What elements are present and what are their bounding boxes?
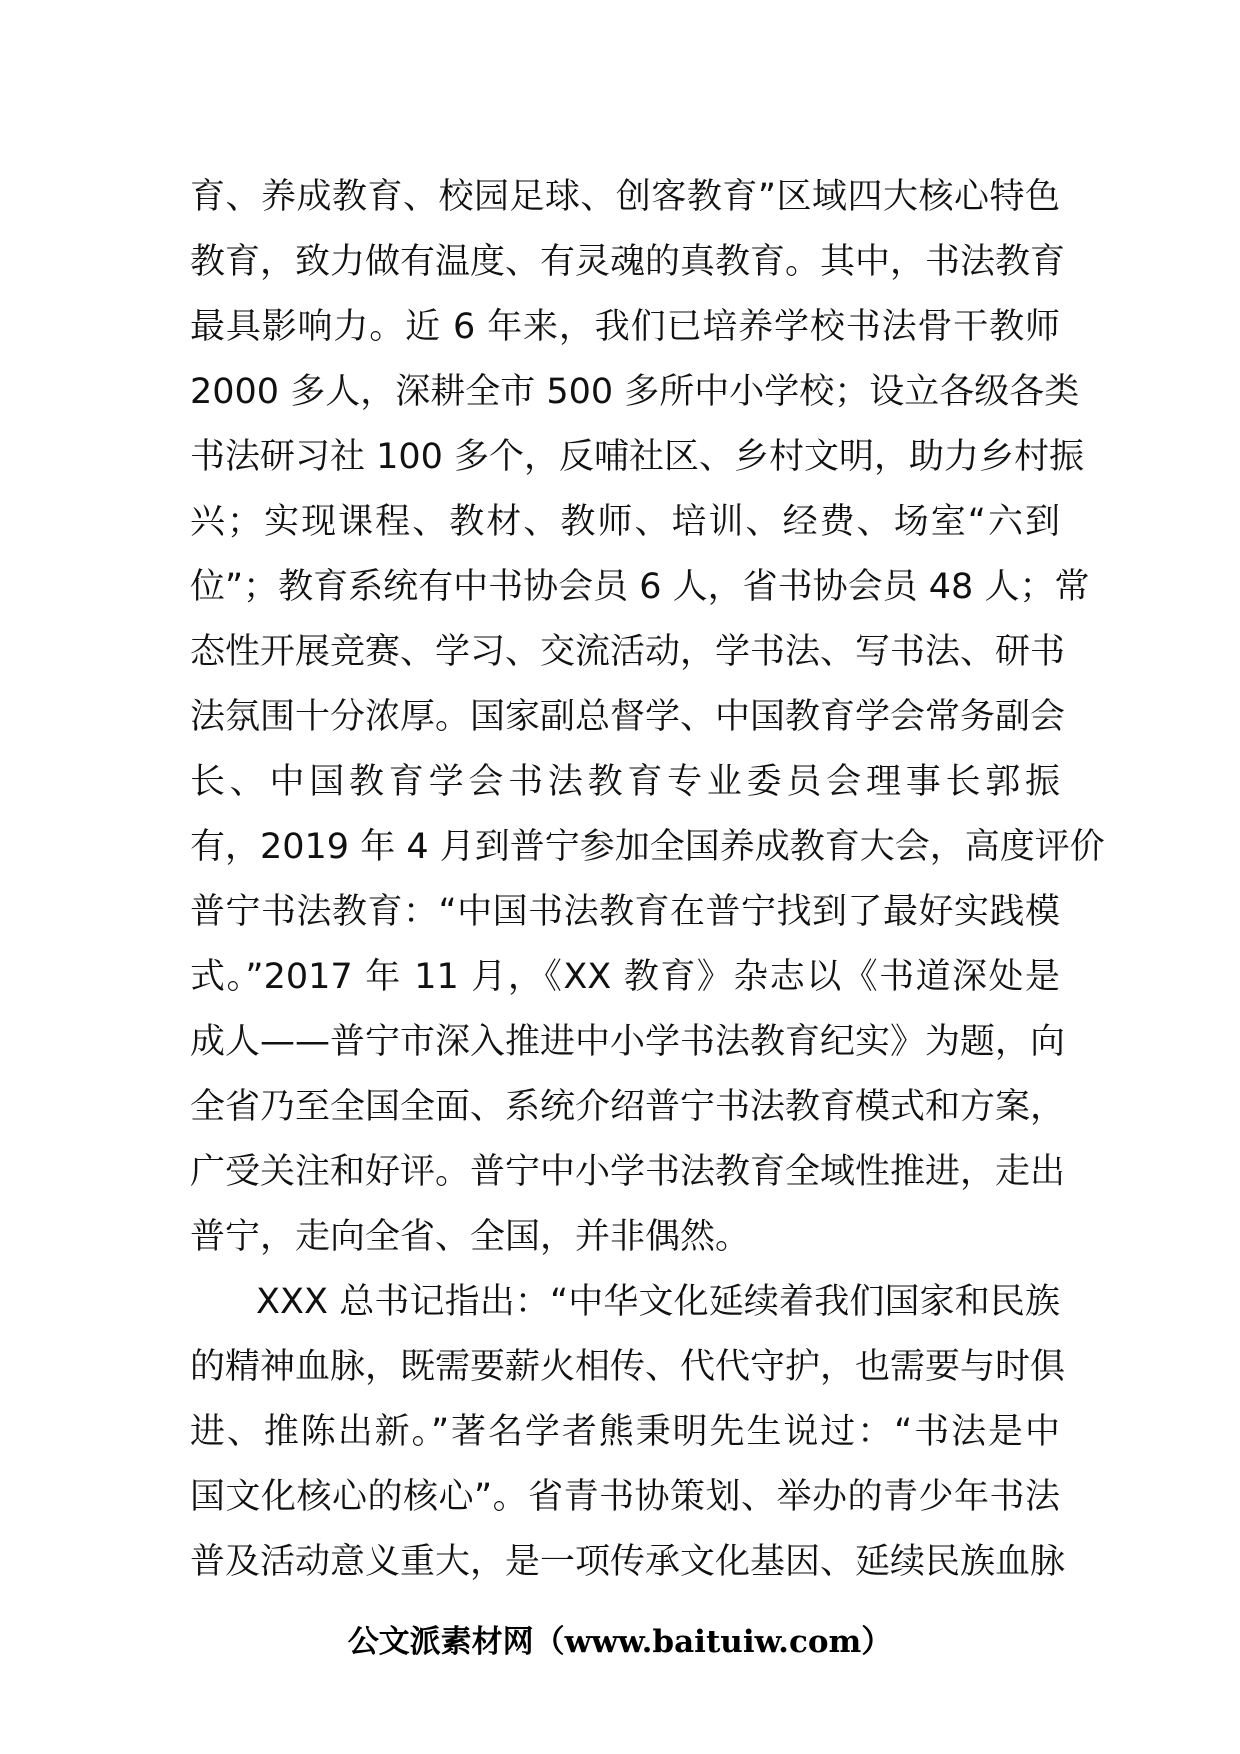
text-line: 广受关注和好评。普宁中小学书法教育全域性推进，走出	[190, 1152, 1066, 1192]
text-line: 位”；教育系统有中书协会员 6 人，省书协会员 48 人；常	[190, 567, 1090, 607]
text-line: 长、中国教育学会书法教育专业委员会理事长郭振	[190, 762, 1060, 802]
text-line: 的精神血脉，既需要薪火相传、代代守护，也需要与时俱	[190, 1347, 1066, 1387]
text-line: 兴；实现课程、教材、教师、培训、经费、场室“六到	[190, 502, 1060, 542]
text-line: 国文化核心的核心”。省青书协策划、举办的青少年书法	[190, 1477, 1060, 1517]
text-line: 最具影响力。近 6 年来，我们已培养学校书法骨干教师	[190, 307, 1060, 347]
text-line: 教育，致力做有温度、有灵魂的真教育。其中，书法教育	[190, 242, 1066, 282]
text-line: 普及活动意义重大，是一项传承文化基因、延续民族血脉	[190, 1542, 1066, 1582]
text-line: 进、推陈出新。”著名学者熊秉明先生说过：“书法是中	[190, 1412, 1060, 1452]
text-line: 法氛围十分浓厚。国家副总督学、中国教育学会常务副会	[190, 697, 1066, 737]
text-line: 全省乃至全国全面、系统介绍普宁书法教育模式和方案，	[190, 1087, 1066, 1127]
paragraph-2	[190, 1270, 1066, 1595]
text-line: 2000 多人，深耕全市 500 多所中小学校；设立各级各类	[190, 372, 1080, 412]
text-line: 式。”2017 年 11 月，《XX 教育》杂志以《书道深处是	[190, 957, 1060, 997]
text-line: 普宁，走向全省、全国，并非偶然。	[190, 1217, 751, 1257]
text-line: XXX 总书记指出：“中华文化延续着我们国家和民族	[256, 1282, 1060, 1322]
text-line: 有，2019 年 4 月到普宁参加全国养成教育大会，高度评价	[190, 827, 1105, 867]
body-text	[190, 165, 1105, 1595]
paragraph-1	[190, 165, 1105, 1270]
text-line: 普宁书法教育：“中国书法教育在普宁找到了最好实践模	[190, 892, 1060, 932]
text-line: 成人——普宁市深入推进中小学书法教育纪实》为题，向	[190, 1022, 1066, 1062]
text-line: 书法研习社 100 多个，反哺社区、乡村文明，助力乡村振	[190, 437, 1085, 477]
text-line: 育、养成教育、校园足球、创客教育”区域四大核心特色	[190, 177, 1060, 217]
text-line: 态性开展竞赛、学习、交流活动，学书法、写书法、研书	[190, 632, 1066, 672]
footer-watermark: 公文派素材网（www.baituiw.com）	[347, 1624, 893, 1660]
